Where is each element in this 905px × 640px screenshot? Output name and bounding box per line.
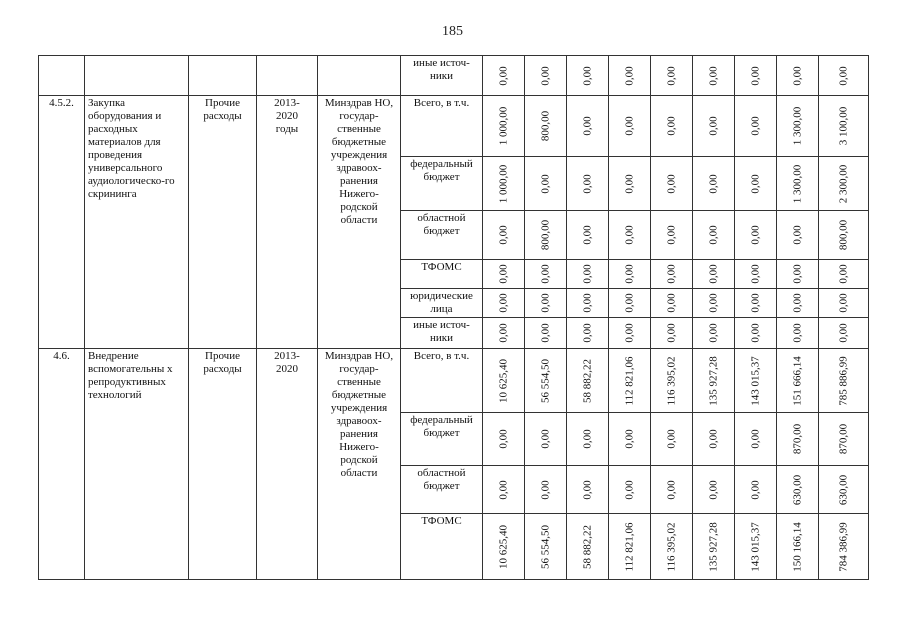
value-cell xyxy=(483,413,525,466)
value-cell xyxy=(693,318,735,349)
value-text: 0,00 xyxy=(707,225,719,245)
value-cell xyxy=(567,318,609,349)
value-cell xyxy=(609,413,651,466)
executor: Минздрав НО, государ-ственные бюджетные учреждения здравоох-ранения Нижего-родской области xyxy=(318,96,401,349)
value-text: 0,00 xyxy=(581,65,593,86)
value-text: 0,00 xyxy=(707,65,719,86)
value-cell xyxy=(651,466,693,514)
value-cell xyxy=(819,211,869,260)
value-cell xyxy=(609,56,651,96)
value-cell xyxy=(819,56,869,96)
value-text: 0,00 xyxy=(539,429,551,449)
value-text: 0,00 xyxy=(497,264,509,284)
value-cell xyxy=(525,157,567,211)
value-text: 56 554,50 xyxy=(539,524,551,569)
value-cell xyxy=(525,413,567,466)
value-cell xyxy=(567,96,609,157)
value-text: 0,00 xyxy=(749,264,761,284)
value-text: 0,00 xyxy=(791,225,803,245)
value-cell xyxy=(735,466,777,514)
value-text: 0,00 xyxy=(707,116,719,136)
value-text: 0,00 xyxy=(539,173,551,194)
value-cell xyxy=(735,413,777,466)
value-cell xyxy=(735,56,777,96)
empty-cell xyxy=(189,56,257,96)
value-cell xyxy=(609,349,651,413)
empty-cell xyxy=(257,56,318,96)
value-cell xyxy=(735,349,777,413)
value-cell xyxy=(567,349,609,413)
value-cell xyxy=(609,211,651,260)
value-cell xyxy=(777,318,819,349)
value-text: 0,00 xyxy=(707,264,719,284)
item-name: Внедрение вспомогательны х репродуктивных технологий xyxy=(85,349,189,580)
value-cell xyxy=(483,211,525,260)
value-text: 0,00 xyxy=(665,173,677,194)
value-text: 0,00 xyxy=(623,323,635,343)
value-cell xyxy=(693,514,735,580)
value-text: 0,00 xyxy=(749,173,761,194)
value-text: 0,00 xyxy=(791,65,803,86)
value-text: 0,00 xyxy=(623,293,635,313)
value-cell xyxy=(693,211,735,260)
empty-cell xyxy=(85,56,189,96)
source-cell: юридические лица xyxy=(401,289,483,318)
value-cell xyxy=(609,514,651,580)
value-cell xyxy=(525,318,567,349)
value-text: 870,00 xyxy=(791,423,803,455)
value-text: 0,00 xyxy=(497,293,509,313)
value-text: 143 015,37 xyxy=(749,355,761,406)
value-text: 0,00 xyxy=(539,65,551,86)
item-name: Закупка оборудования и расходных материалов для проведения универсального аудиологическо-го скрининга xyxy=(85,96,189,349)
value-text: 870,00 xyxy=(837,423,849,455)
value-text: 800,00 xyxy=(539,110,551,142)
value-text: 0,00 xyxy=(623,173,635,194)
value-cell xyxy=(651,96,693,157)
value-text: 0,00 xyxy=(749,323,761,343)
value-text: 135 927,28 xyxy=(707,355,719,406)
value-cell xyxy=(567,514,609,580)
value-text: 0,00 xyxy=(837,65,849,86)
value-text: 0,00 xyxy=(665,479,677,500)
value-text: 0,00 xyxy=(665,264,677,284)
value-cell xyxy=(819,157,869,211)
source-cell: Всего, в т.ч. xyxy=(401,349,483,413)
expense-type: Прочие расходы xyxy=(189,96,257,349)
value-text: 135 927,28 xyxy=(707,521,719,572)
value-text: 0,00 xyxy=(707,173,719,194)
value-text: 1 300,00 xyxy=(791,164,803,203)
value-cell xyxy=(693,260,735,289)
value-cell xyxy=(735,96,777,157)
value-text: 2 300,00 xyxy=(837,164,849,203)
value-cell xyxy=(483,466,525,514)
table-row xyxy=(39,349,869,413)
value-text: 0,00 xyxy=(665,116,677,136)
value-text: 0,00 xyxy=(581,173,593,194)
value-cell xyxy=(525,96,567,157)
value-text: 0,00 xyxy=(837,323,849,343)
value-text: 0,00 xyxy=(665,225,677,245)
value-cell xyxy=(819,96,869,157)
value-text: 0,00 xyxy=(749,429,761,449)
value-text: 0,00 xyxy=(581,479,593,500)
value-text: 0,00 xyxy=(749,116,761,136)
value-text: 143 015,37 xyxy=(749,521,761,572)
source-cell: федеральный бюджет xyxy=(401,413,483,466)
value-text: 630,00 xyxy=(837,474,849,505)
item-number: 4.5.2. xyxy=(39,96,85,349)
value-text: 0,00 xyxy=(707,293,719,313)
value-cell xyxy=(483,514,525,580)
value-cell xyxy=(651,56,693,96)
value-text: 0,00 xyxy=(497,429,509,449)
value-cell xyxy=(693,289,735,318)
value-text: 0,00 xyxy=(539,323,551,343)
empty-cell xyxy=(318,56,401,96)
value-text: 58 882,22 xyxy=(581,524,593,569)
value-text: 1 000,00 xyxy=(497,164,509,203)
value-cell xyxy=(483,56,525,96)
value-text: 0,00 xyxy=(623,116,635,136)
value-cell xyxy=(777,96,819,157)
value-cell xyxy=(735,260,777,289)
value-text: 0,00 xyxy=(497,479,509,500)
value-cell xyxy=(651,260,693,289)
value-text: 0,00 xyxy=(665,65,677,86)
expense-type: Прочие расходы xyxy=(189,349,257,580)
value-text: 800,00 xyxy=(837,219,849,251)
value-cell xyxy=(777,157,819,211)
value-cell xyxy=(525,466,567,514)
table-row xyxy=(39,56,869,96)
value-cell xyxy=(819,318,869,349)
value-text: 112 821,06 xyxy=(623,521,635,572)
source-cell: областной бюджет xyxy=(401,211,483,260)
value-cell xyxy=(609,318,651,349)
value-cell xyxy=(567,157,609,211)
value-cell xyxy=(483,289,525,318)
value-text: 0,00 xyxy=(581,429,593,449)
value-cell xyxy=(525,211,567,260)
value-cell xyxy=(483,260,525,289)
value-cell xyxy=(609,260,651,289)
value-cell xyxy=(819,466,869,514)
value-text: 0,00 xyxy=(837,293,849,313)
value-cell xyxy=(483,349,525,413)
value-text: 116 395,02 xyxy=(665,521,677,572)
value-cell xyxy=(609,466,651,514)
value-text: 784 386,99 xyxy=(837,521,849,572)
value-text: 58 882,22 xyxy=(581,358,593,403)
value-text: 0,00 xyxy=(707,323,719,343)
source-cell: ТФОМС xyxy=(401,514,483,580)
value-text: 150 166,14 xyxy=(791,521,803,572)
value-text: 0,00 xyxy=(791,293,803,313)
source-cell: областной бюджет xyxy=(401,466,483,514)
value-cell xyxy=(483,96,525,157)
value-text: 0,00 xyxy=(791,323,803,343)
value-cell xyxy=(651,157,693,211)
value-cell xyxy=(693,56,735,96)
source-cell: иные источ- ники xyxy=(401,318,483,349)
source-cell: Всего, в т.ч. xyxy=(401,96,483,157)
value-cell xyxy=(777,514,819,580)
value-cell xyxy=(567,289,609,318)
value-text: 0,00 xyxy=(497,65,509,86)
value-cell xyxy=(567,466,609,514)
value-text: 630,00 xyxy=(791,474,803,505)
value-text: 0,00 xyxy=(581,264,593,284)
value-cell xyxy=(777,289,819,318)
value-cell xyxy=(735,289,777,318)
value-cell xyxy=(651,349,693,413)
value-text: 10 625,40 xyxy=(497,524,509,569)
value-cell xyxy=(735,318,777,349)
value-text: 112 821,06 xyxy=(623,355,635,406)
value-cell xyxy=(777,211,819,260)
value-text: 0,00 xyxy=(623,429,635,449)
value-cell xyxy=(735,211,777,260)
value-text: 0,00 xyxy=(707,479,719,500)
value-cell xyxy=(651,514,693,580)
value-cell xyxy=(525,260,567,289)
value-cell xyxy=(777,466,819,514)
value-text: 0,00 xyxy=(749,65,761,86)
table-body xyxy=(39,56,869,580)
value-text: 0,00 xyxy=(749,479,761,500)
value-text: 0,00 xyxy=(665,323,677,343)
value-cell xyxy=(693,466,735,514)
value-text: 0,00 xyxy=(497,225,509,245)
financing-table xyxy=(38,55,869,580)
value-cell xyxy=(777,260,819,289)
value-cell xyxy=(819,413,869,466)
empty-cell xyxy=(39,56,85,96)
value-cell xyxy=(693,96,735,157)
value-text: 0,00 xyxy=(791,264,803,284)
item-number: 4.6. xyxy=(39,349,85,580)
value-cell xyxy=(651,413,693,466)
value-text: 0,00 xyxy=(837,264,849,284)
value-cell xyxy=(609,157,651,211)
value-text: 0,00 xyxy=(749,293,761,313)
value-cell xyxy=(651,211,693,260)
value-text: 0,00 xyxy=(749,225,761,245)
value-text: 3 100,00 xyxy=(837,106,849,146)
value-text: 0,00 xyxy=(581,323,593,343)
value-cell xyxy=(819,289,869,318)
value-cell xyxy=(525,289,567,318)
value-text: 0,00 xyxy=(539,264,551,284)
value-cell xyxy=(693,413,735,466)
value-text: 0,00 xyxy=(581,225,593,245)
source-cell: иные источ- ники xyxy=(401,56,483,96)
value-text: 0,00 xyxy=(539,479,551,500)
value-cell xyxy=(483,318,525,349)
value-text: 0,00 xyxy=(623,65,635,86)
executor: Минздрав НО, государ-ственные бюджетные учреждения здравоох-ранения Нижего-родской области xyxy=(318,349,401,580)
value-text: 0,00 xyxy=(539,293,551,313)
value-cell xyxy=(819,349,869,413)
value-text: 0,00 xyxy=(623,479,635,500)
value-cell xyxy=(567,211,609,260)
value-cell xyxy=(651,318,693,349)
value-text: 116 395,02 xyxy=(665,355,677,406)
value-text: 0,00 xyxy=(623,225,635,245)
value-cell xyxy=(525,514,567,580)
value-text: 0,00 xyxy=(581,116,593,136)
value-cell xyxy=(735,157,777,211)
value-cell xyxy=(693,349,735,413)
value-text: 800,00 xyxy=(539,219,551,251)
value-cell xyxy=(567,260,609,289)
value-cell xyxy=(567,413,609,466)
source-cell: федеральный бюджет xyxy=(401,157,483,211)
value-text: 1 300,00 xyxy=(791,106,803,146)
value-text: 1 000,00 xyxy=(497,106,509,146)
value-cell xyxy=(735,514,777,580)
value-text: 0,00 xyxy=(665,429,677,449)
period: 2013- 2020 xyxy=(257,349,318,580)
value-cell xyxy=(819,514,869,580)
value-text: 0,00 xyxy=(665,293,677,313)
source-cell: ТФОМС xyxy=(401,260,483,289)
value-text: 56 554,50 xyxy=(539,358,551,403)
value-cell xyxy=(525,349,567,413)
value-cell xyxy=(651,289,693,318)
value-cell xyxy=(525,56,567,96)
table-row xyxy=(39,96,869,157)
value-cell xyxy=(609,289,651,318)
value-cell xyxy=(567,56,609,96)
value-text: 10 625,40 xyxy=(497,358,509,403)
value-text: 151 666,14 xyxy=(791,355,803,406)
value-cell xyxy=(693,157,735,211)
value-cell xyxy=(609,96,651,157)
value-text: 0,00 xyxy=(581,293,593,313)
value-text: 785 886,99 xyxy=(837,355,849,406)
period: 2013- 2020 годы xyxy=(257,96,318,349)
value-text: 0,00 xyxy=(623,264,635,284)
value-cell xyxy=(483,157,525,211)
value-cell xyxy=(777,56,819,96)
page-number: 185 xyxy=(442,24,463,39)
value-cell xyxy=(777,349,819,413)
value-cell xyxy=(777,413,819,466)
value-cell xyxy=(819,260,869,289)
value-text: 0,00 xyxy=(497,323,509,343)
value-text: 0,00 xyxy=(707,429,719,449)
